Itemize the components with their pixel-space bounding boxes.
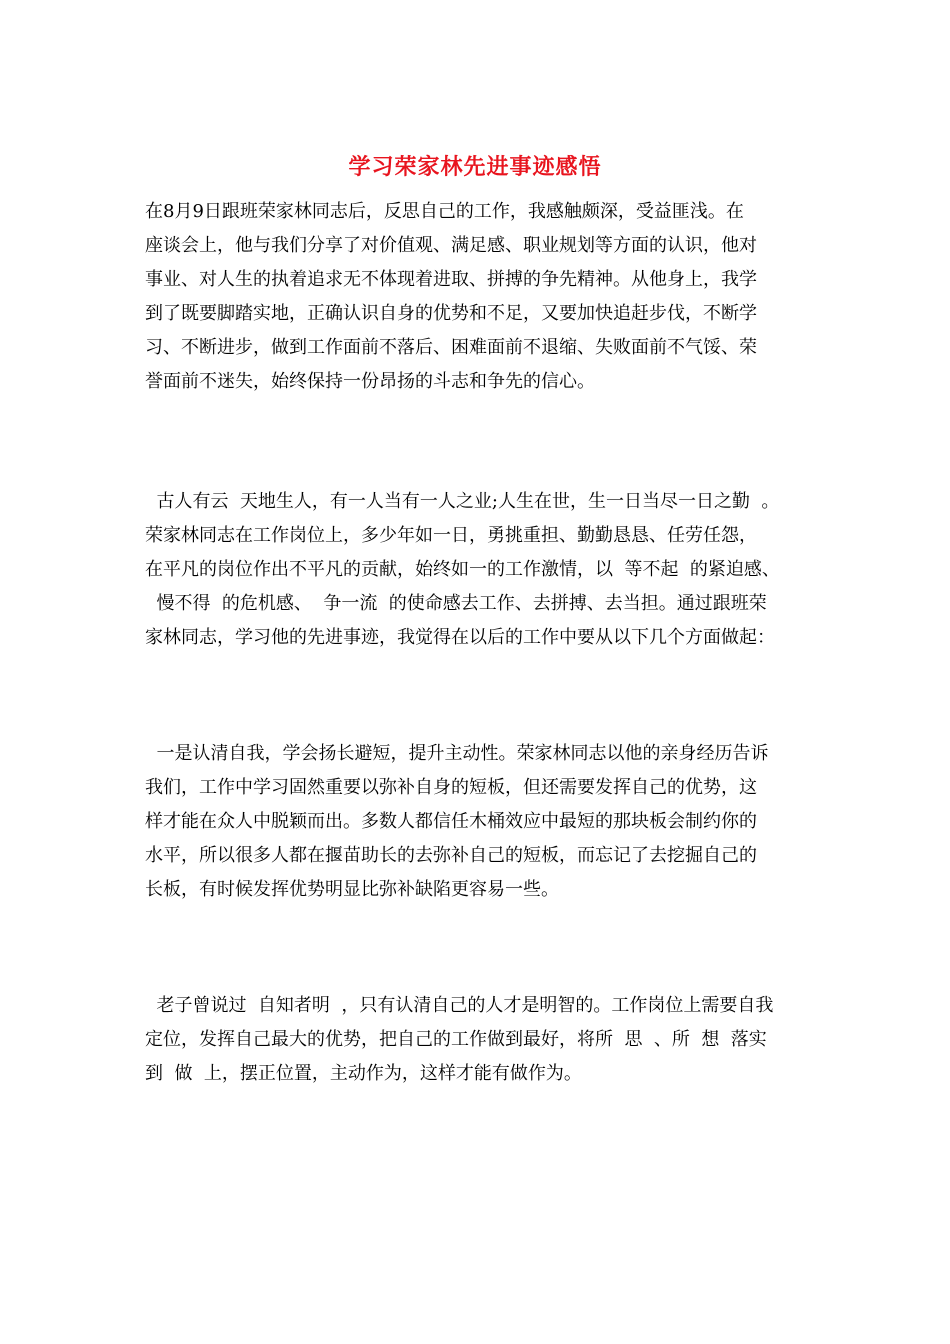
paragraph-line: 样才能在众人中脱颖而出。多数人都信任木桶效应中最短的那块板会制约你的 <box>145 811 757 832</box>
paragraph-line: 慢不得 的危机感、 争一流 的使命感去工作、去拼搏、去当担。通过跟班荣 <box>145 593 767 614</box>
document-title: 学习荣家林先进事迹感悟 <box>348 155 602 180</box>
paragraph-line: 水平，所以很多人都在揠苗助长的去弥补自己的短板，而忘记了去挖掘自己的 <box>145 845 757 866</box>
paragraph-3 <box>145 737 815 907</box>
paragraph-line: 到了既要脚踏实地，正确认识自身的优势和不足，又要加快追赶步伐，不断学 <box>145 303 757 324</box>
paragraph-line: 事业、对人生的执着追求无不体现着进取、拼搏的争先精神。从他身上，我学 <box>145 269 757 290</box>
paragraph-line: 长板，有时候发挥优势明显比弥补缺陷更容易一些。 <box>145 879 559 900</box>
paragraph-line: 一是认清自我，学会扬长避短，提升主动性。荣家林同志以他的亲身经历告诉 <box>145 743 769 764</box>
paragraph-line: 定位，发挥自己最大的优势，把自己的工作做到最好，将所 思 、所 想 落实 <box>145 1029 767 1050</box>
paragraph-2 <box>145 485 815 655</box>
paragraph-line: 老子曾说过 自知者明 ，只有认清自己的人才是明智的。工作岗位上需要自我 <box>145 995 774 1016</box>
paragraph-1 <box>145 195 815 399</box>
paragraph-4 <box>145 989 815 1091</box>
paragraph-line: 在平凡的岗位作出不平凡的贡献，始终如一的工作激情，以 等不起 的紧迫感、 <box>145 559 780 580</box>
paragraph-line: 习、不断进步，做到工作面前不落后、困难面前不退缩、失败面前不气馁、荣 <box>145 337 757 358</box>
paragraph-line: 在8月9日跟班荣家林同志后，反思自己的工作，我感触颇深，受益匪浅。在 <box>145 201 744 222</box>
paragraph-line: 家林同志，学习他的先进事迹，我觉得在以后的工作中要从以下几个方面做起： <box>145 627 775 648</box>
paragraph-line: 我们，工作中学习固然重要以弥补自身的短板，但还需要发挥自己的优势，这 <box>145 777 757 798</box>
paragraph-line: 到 做 上，摆正位置，主动作为，这样才能有做作为。 <box>145 1063 582 1084</box>
paragraph-line: 誉面前不迷失，始终保持一份昂扬的斗志和争先的信心。 <box>145 371 595 392</box>
paragraph-line: 古人有云 天地生人，有一人当有一人之业;人生在世，生一日当尽一日之勤 。 <box>145 491 780 512</box>
paragraph-line: 座谈会上，他与我们分享了对价值观、满足感、职业规划等方面的认识，他对 <box>145 235 757 256</box>
paragraph-line: 荣家林同志在工作岗位上，多少年如一日，勇挑重担、勤勤恳恳、任劳任怨， <box>145 525 757 546</box>
